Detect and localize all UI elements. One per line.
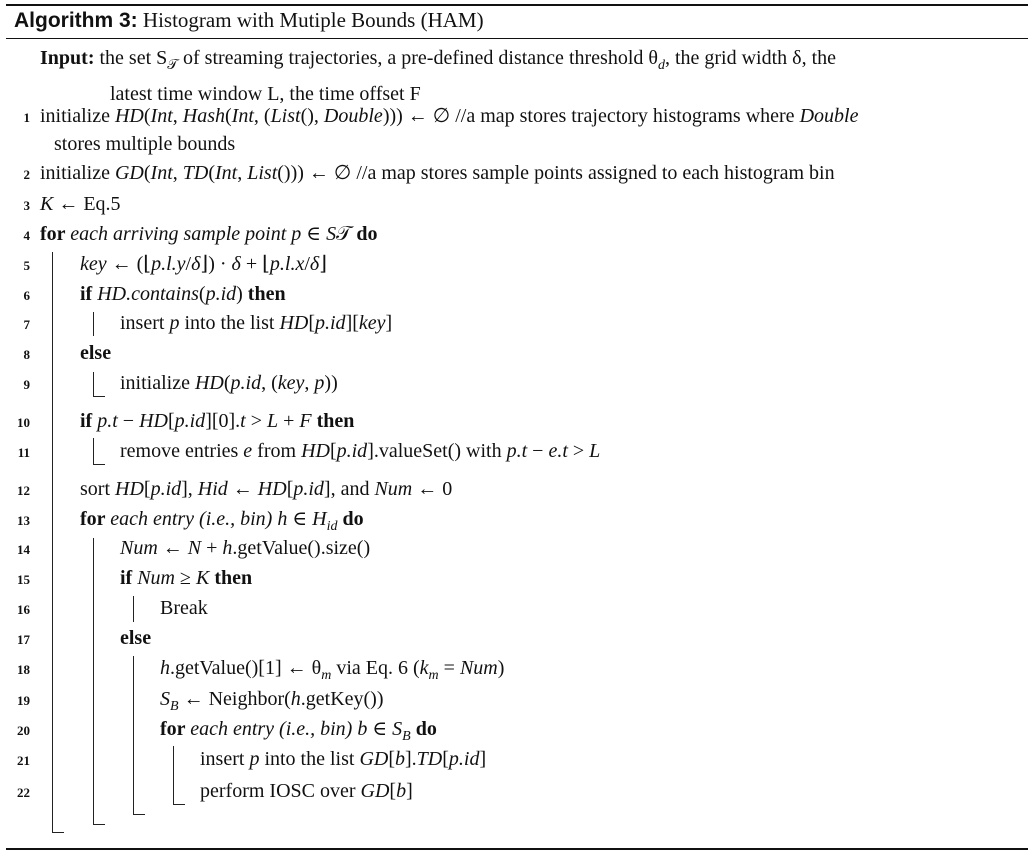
line-number: 14 [17,542,30,557]
for-bar-13 [93,538,94,824]
line-token: L [267,410,279,432]
algorithm-line [80,409,354,433]
line-number: 3 [23,198,30,213]
line-token: p.id [336,440,368,462]
input-block [40,44,1015,108]
line-token: each entry (i.e., bin) b [190,718,368,740]
line-token: if [120,567,138,589]
line-token: key [80,253,107,275]
line-token: .getKey()) [300,688,384,710]
line-token: ∈ [367,718,393,740]
line-token: Num [374,478,413,500]
line-token: ] [385,312,393,334]
line-token: Hid [197,478,228,500]
line-token: Break [160,597,208,619]
line-token: p [314,372,325,394]
line-token: via Eq. 6 ( [331,657,420,679]
line-token: ())) ← ∅ //a map stores sample points assigned to each histogram bin [277,162,835,184]
line-token: δ [191,253,201,275]
line-token: HD [115,478,144,500]
then-bar-11 [93,438,94,464]
line-token: S [392,718,403,740]
line-token: K [40,193,54,215]
line-token: , ( [261,372,278,394]
line-token: m [428,668,439,683]
then-bar-16 [133,596,134,622]
line-token: Int [150,105,173,127]
algorithm-line [120,566,252,590]
line-token: ← [157,537,188,559]
algorithm-line [80,282,286,306]
then-end-11 [93,464,105,465]
line-token: > [567,440,590,462]
line-token: HD [279,312,309,334]
line-number: 1 [23,110,30,125]
line-token: , [304,372,315,394]
line-token: each entry (i.e., bin) h [110,508,288,530]
line-token: m [321,668,332,683]
line-token: ] [406,780,413,802]
line-token: h [222,537,233,559]
input-keyword: Input: [40,47,95,69]
line-token: b [396,780,407,802]
algorithm-line [120,536,370,560]
bottom-rule [6,848,1028,850]
line-token: e [243,440,253,462]
line-number: 4 [23,228,30,243]
else-end-9 [93,396,105,397]
algorithm-line [80,341,111,365]
line-token: ( [143,162,151,184]
line-number: 18 [17,662,30,677]
line-token: List [270,105,301,127]
line-token: insert [200,748,250,770]
line-token: p.id [448,748,480,770]
line-token: p.l.y [151,253,186,275]
top-rule [6,4,1028,6]
line-token: ]. [405,748,417,770]
line-number: 8 [23,347,30,362]
line-token: K [196,567,210,589]
line-token: ⌋) · [200,253,232,275]
line-token: insert [120,312,170,334]
line-token: + [201,537,223,559]
line-token: h [290,688,301,710]
algorithm-line [80,507,364,539]
line-number: 22 [17,785,30,800]
line-token: [ [329,440,337,462]
line-token: , ( [253,105,271,127]
line-token: HD [114,105,144,127]
algorithm-line [160,656,504,688]
line-token: ], [181,478,198,500]
line-token: B [402,729,411,744]
line-token: else [80,342,112,364]
line-token: , [237,162,248,184]
line-token: GD [359,748,389,770]
line-token: do [356,223,378,245]
algorithm-line [200,779,413,803]
algorithm-line [40,192,121,216]
line-token: L [589,440,601,462]
line-number: 7 [23,317,30,332]
line-token: , [172,105,183,127]
line-token: F [299,410,312,432]
line-token: Hash [182,105,225,127]
algorithm-caption [14,8,484,33]
line-token: ( [198,283,206,305]
input-text-1: the set S [99,47,168,69]
else-bar-9 [93,372,94,396]
line-token: ← Eq.5 [53,193,121,215]
line-token: e.t [548,440,568,462]
line-token: then [247,283,286,305]
line-token: key [277,372,305,394]
line-token: p [169,312,180,334]
line-token: ∈ [287,508,313,530]
line-token: for [40,223,71,245]
line-token: from [252,440,302,462]
line-token: N [187,537,202,559]
line-token: TD [416,748,443,770]
line-number: 6 [23,288,30,303]
line-token: p.id [315,312,346,334]
line-token: p.t [506,440,528,462]
line-token: + [278,410,300,432]
line-token: if [80,283,98,305]
caption-rule [6,38,1028,39]
line-token: HD [194,372,224,394]
line-token: ← [227,478,258,500]
line-token: ∈ [301,223,327,245]
algorithm-line [80,477,452,501]
line-token: initialize [40,105,115,127]
line-token: .getValue()[1] ← θ [170,657,322,679]
line-token: t [240,410,246,432]
line-number: 17 [17,632,30,647]
line-number: 2 [23,167,30,182]
for-end-13 [93,824,105,825]
line-token: p.id [174,410,206,432]
algorithm-line [80,252,327,276]
line-token: ≥ [175,567,196,589]
line-token: Num [459,657,498,679]
line-token: Double [323,105,383,127]
line-number: 16 [17,602,30,617]
line-token: stores multiple bounds [54,133,236,155]
line-token: (), [300,105,324,127]
line-token: for [160,718,191,740]
line-token: HD.contains [97,283,199,305]
line-token: Num [120,537,158,559]
line-number: 10 [17,415,30,430]
line-token: H [312,508,327,530]
algorithm-line [160,687,384,719]
input-text-4: latest time window L, the time offset F [110,83,421,105]
line-token: Int [231,105,254,127]
line-token: remove entries [120,440,244,462]
line-token: > [245,410,268,432]
line-token: then [209,567,253,589]
input-text-3: , the grid width δ, the [664,47,837,69]
line-token: do [342,508,364,530]
line-token: do [415,718,437,740]
line-token: id [326,519,338,534]
line-token: perform IOSC over [200,780,361,802]
line-token: S [326,223,337,245]
line-token: b [395,748,405,770]
for-end-20 [173,804,185,805]
algorithm-line [40,222,378,246]
line-token: [ [308,312,315,334]
line-token: Int [150,162,173,184]
line-token: [ [167,410,175,432]
line-token: ← Neighbor( [178,688,291,710]
line-token: + ⌊ [240,253,270,275]
line-token: else [120,627,152,649]
for-bar-20 [173,746,174,804]
line-token: HD [301,440,330,462]
line-token: S [160,688,170,710]
line-number: 9 [23,377,30,392]
line-token: ( [225,105,232,127]
line-token: GD [114,162,144,184]
line-token: each arriving sample point p [70,223,302,245]
input-text-2: of streaming trajectories, a pre-defined distance threshold θ [178,47,658,69]
line-token: , [172,162,183,184]
line-token: − [117,410,140,432]
line-token: / [185,253,192,275]
algorithm-line [160,596,208,620]
line-token: ⌋ [319,253,328,275]
algorithm-line [40,161,835,185]
line-token: key [358,312,386,334]
line-token: = [438,657,460,679]
algorithm-line [160,717,437,749]
line-token: into the list [259,748,360,770]
line-token: TD [182,162,209,184]
caption-label: Algorithm 3: [14,9,138,32]
line-token: ( [208,162,216,184]
line-token: HD [257,478,287,500]
line-token: δ [231,253,241,275]
else-bar-17 [133,656,134,814]
line-token: [ [389,780,397,802]
line-number: 13 [17,513,30,528]
line-token: ))) ← ∅ //a map stores trajectory histograms where [382,105,800,127]
input-sub-1: 𝒯 [167,58,178,73]
algorithm-line [120,371,338,395]
line-token: [ [442,748,449,770]
line-token: p [249,748,260,770]
line-token: δ [309,253,320,275]
line-token: − [527,440,549,462]
line-number: 19 [17,693,30,708]
line-token: for [80,508,111,530]
line-token: ← 0 [412,478,453,500]
line-token: B [170,699,179,714]
else-end-17 [133,814,145,815]
line-token: ) [236,283,248,305]
line-token: p.l.x [269,253,305,275]
line-token: p.id [205,283,237,305]
then-bar-7 [93,312,94,336]
line-number: 15 [17,572,30,587]
line-token: )) [324,372,338,394]
line-number: 20 [17,723,30,738]
line-token: into the list [179,312,280,334]
algorithm-line [54,132,235,156]
algorithm-line [40,104,858,128]
for-block-end [52,832,64,833]
line-token: Int [215,162,238,184]
line-token: h [160,657,170,679]
line-token: initialize [120,372,195,394]
line-token: Double [799,105,859,127]
line-token: ( [143,105,151,127]
line-token: 𝒯 [336,223,357,245]
line-token: [ [286,478,294,500]
line-token: ← (⌊ [106,253,152,275]
line-token: p.id [293,478,324,500]
line-token: k [419,657,429,679]
line-token: ].valueSet() with [367,440,507,462]
caption-title: Histogram with Mutiple Bounds (HAM) [142,8,484,32]
algorithm-line [120,439,600,463]
line-number: 21 [17,753,30,768]
line-token: sort [80,478,115,500]
line-token: .getValue().size() [232,537,371,559]
algorithm-line [200,747,486,771]
algorithm-line [120,626,151,650]
line-token: HD [139,410,168,432]
line-token: then [311,410,355,432]
line-token: ][0]. [205,410,241,432]
algorithm-line [120,311,392,335]
line-token: p.t [97,410,118,432]
line-token: GD [360,780,390,802]
line-token: [ [388,748,395,770]
for-block-bar [52,252,53,832]
line-number: 5 [23,258,30,273]
line-token: initialize [40,162,115,184]
line-number: 12 [17,483,30,498]
input-sub-2: d [657,58,665,73]
line-token: List [247,162,278,184]
line-token: Num [137,567,176,589]
line-token: p.id [150,478,182,500]
line-token: if [80,410,98,432]
line-token: p.id [230,372,262,394]
line-token: ][ [345,312,359,334]
line-token: [ [143,478,151,500]
line-token: ], and [323,478,375,500]
line-token: / [304,253,310,275]
line-token: ] [479,748,487,770]
line-number: 11 [17,445,30,460]
line-token: ) [497,657,505,679]
line-token: ( [223,372,231,394]
